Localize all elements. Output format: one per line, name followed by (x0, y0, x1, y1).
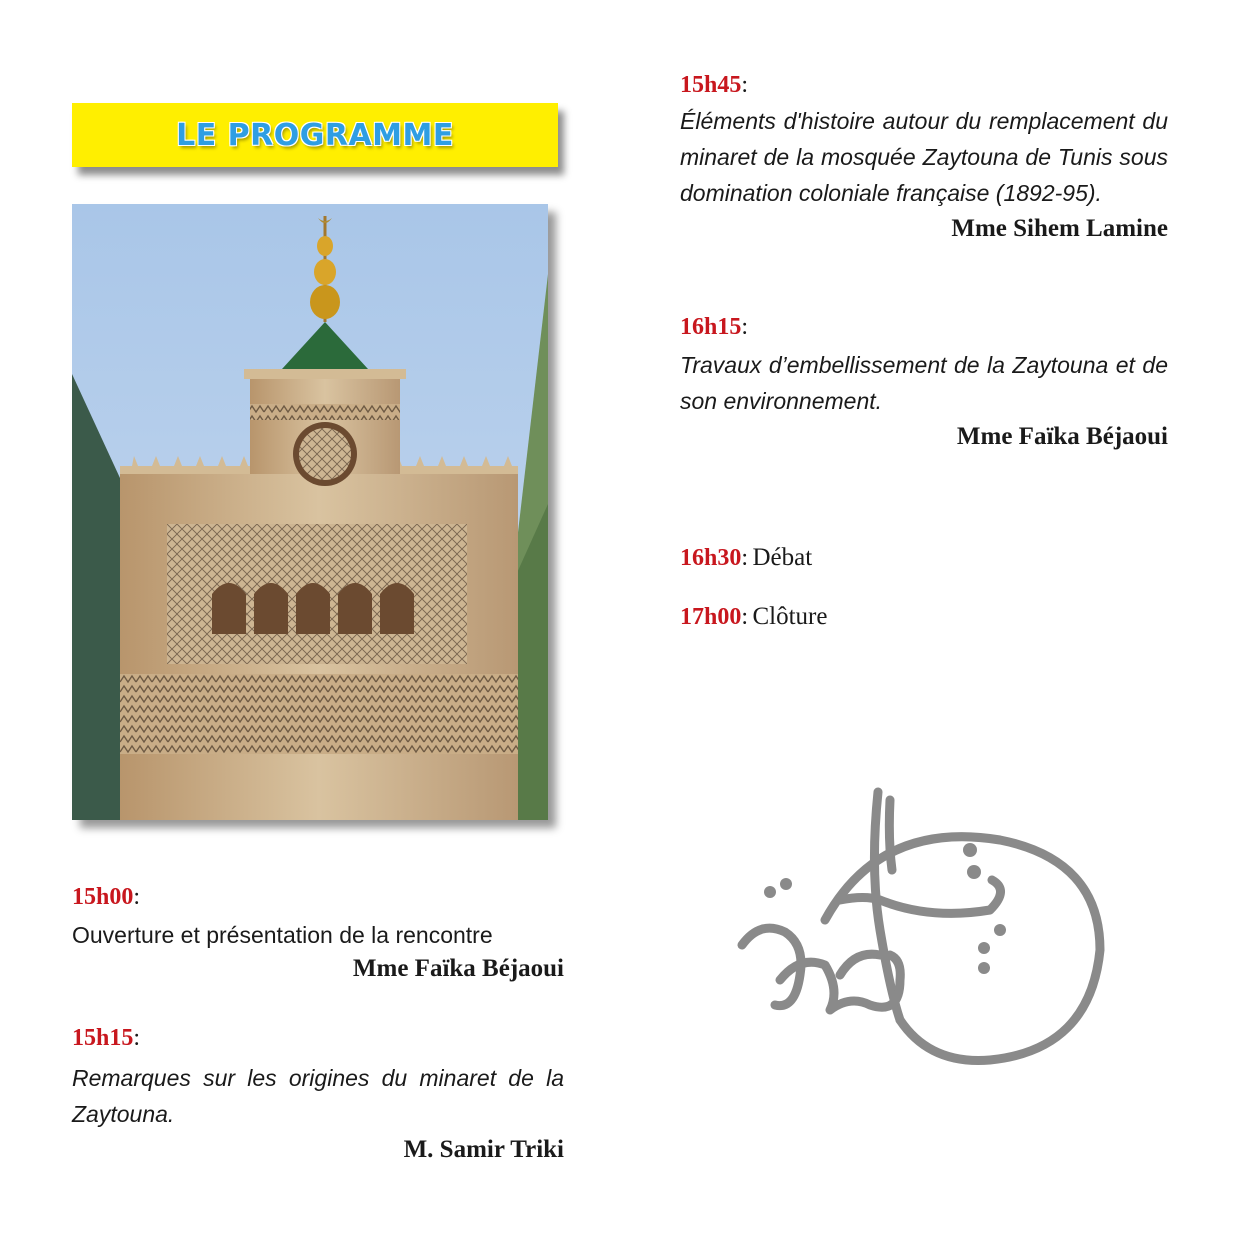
time-label: 16h15 (680, 314, 742, 340)
speaker-name: Mme Faïka Béjaoui (352, 955, 564, 982)
time-label: 15h15 (72, 1025, 134, 1051)
schedule-item-1515 (72, 1025, 564, 1164)
time-separator: : (741, 545, 749, 571)
schedule-item-1545 (680, 72, 1168, 243)
program-banner (72, 103, 558, 167)
time-label: 15h00 (72, 884, 134, 910)
minaret-photo (72, 204, 548, 820)
schedule-item-1500 (72, 884, 564, 983)
time-separator: : (741, 604, 749, 630)
time-separator: : (133, 1025, 141, 1051)
time-label: 15h45 (680, 72, 742, 98)
schedule-item-1615 (680, 314, 1168, 451)
time-label: 17h00 (680, 604, 742, 630)
calligraphy-logo-icon (730, 780, 1110, 1070)
session-title: Ouverture et présentation de la rencontre (72, 922, 493, 948)
speaker-name: Mme Faïka Béjaoui (956, 423, 1168, 450)
time-separator: : (133, 884, 141, 910)
speaker-name: M. Samir Triki (403, 1136, 564, 1163)
banner-title: LE PROGRAMME (176, 117, 454, 153)
schedule-item-1700 (680, 603, 1168, 631)
session-title: Travaux d’embellissement de la Zaytouna et de son environnement. (680, 352, 1168, 414)
schedule-item-1630 (680, 544, 1168, 572)
session-title: Remarques sur les origines du minaret de la Zaytouna. (72, 1065, 564, 1127)
session-label: Débat (752, 544, 813, 571)
time-label: 16h30 (680, 545, 742, 571)
session-title: Éléments d'histoire autour du remplacement du minaret de la mosquée Zaytouna de Tunis sous domination coloniale française (1892-95). (680, 108, 1168, 206)
minaret-illustration (72, 204, 548, 820)
speaker-name: Mme Sihem Lamine (951, 215, 1168, 242)
session-label: Clôture (752, 603, 828, 630)
time-separator: : (741, 314, 749, 340)
calligraphy-logo-icon (730, 780, 1110, 1070)
time-separator: : (741, 72, 749, 98)
